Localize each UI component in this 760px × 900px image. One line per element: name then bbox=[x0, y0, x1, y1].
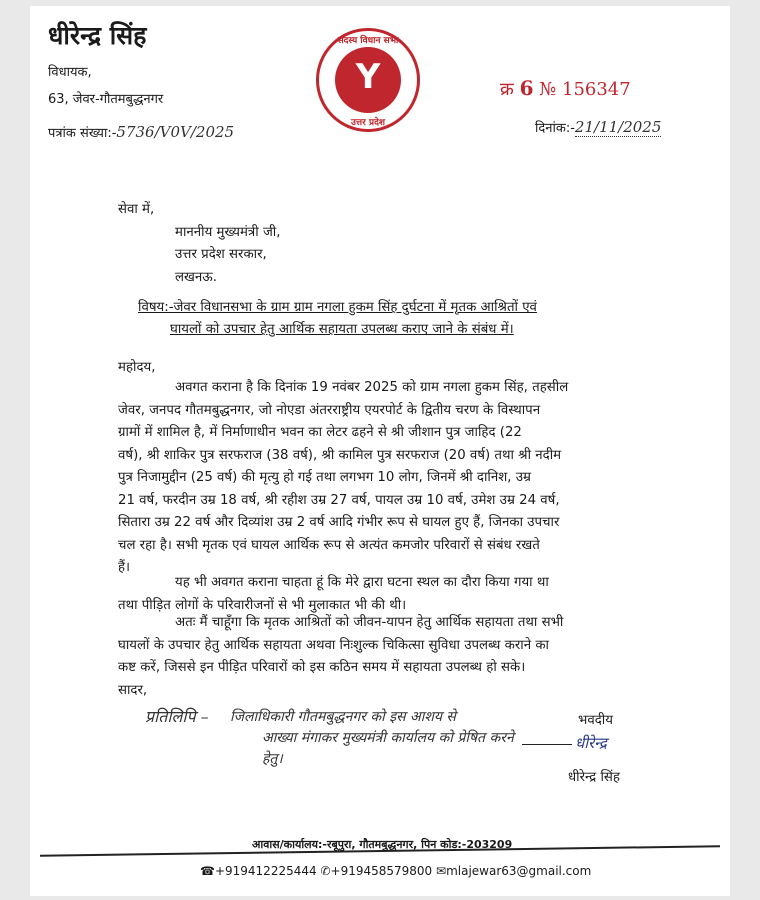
paragraph-line: घायलों के उपचार हेतु आर्थिक सहायता अथवा निःशुल्क चिकित्सा सुविधा उपलब्ध कराने का bbox=[118, 637, 549, 653]
recipient-line: लखनऊ. bbox=[175, 270, 217, 285]
serial-number bbox=[500, 76, 631, 101]
recipient-to: सेवा में, bbox=[118, 202, 155, 217]
paragraph-line: पुत्र निजामुद्दीन (25 वर्ष) की मृत्यु हो गई तथा लगभग 10 लोग, जिनमें श्री दानिश, उम्र bbox=[118, 470, 531, 485]
footer-contacts bbox=[200, 864, 591, 878]
signature: धीरेन्द्र bbox=[575, 734, 607, 752]
paragraph-line: जेवर, जनपद गौतमबुद्धनगर, जो नोएडा अंतरराष्ट्रीय एयरपोर्ट के द्वितीय चरण के विस्थापन bbox=[118, 402, 541, 418]
seal-top-text: सदस्य विधान सभा bbox=[337, 36, 399, 46]
paragraph-line: वर्ष), श्री शाकिर पुत्र सरफराज (38 वर्ष), श्री कामिल पुत्र सरफराज (20 वर्ष) तथा श्री नदीम bbox=[118, 447, 562, 463]
constituency: 63, जेवर-गौतमबुद्धनगर bbox=[48, 92, 164, 107]
copy-to-label: प्रतिलिपि – bbox=[145, 707, 209, 726]
footer-whatsapp: +919458579800 bbox=[330, 864, 433, 878]
serial-series: 6 bbox=[519, 76, 534, 100]
serial-prefix: क्र bbox=[500, 79, 514, 100]
paragraph-line: अवगत कराना है कि दिनांक 19 नवंबर 2025 को ग्राम नगला हुकम सिंह, तहसील bbox=[175, 380, 569, 395]
closing: सादर, bbox=[118, 683, 148, 698]
paragraph-line: हैं। bbox=[118, 560, 131, 575]
serial-value: 156347 bbox=[562, 79, 631, 100]
paragraph-line: यह भी अवगत कराना चाहता हूं कि मेरे द्वारा घटना स्थल का दौरा किया गया था bbox=[175, 575, 549, 590]
date-label: दिनांक:- bbox=[535, 121, 575, 136]
paragraph-line: ग्रामों में शामिल है, में निर्माणाधीन भवन का लेटर ढहने से श्री जीशान पुत्र जाहिद (22 bbox=[118, 425, 522, 440]
paragraph-line: तथा पीड़ित लोगों के परिवारीजनों से भी मुलाकात भी की थी। bbox=[118, 597, 407, 613]
recipient-line: उत्तर प्रदेश सरकार, bbox=[175, 247, 267, 262]
recipient-line: माननीय मुख्यमंत्री जी, bbox=[175, 225, 281, 240]
designation: विधायक, bbox=[48, 65, 92, 80]
subject-line: घायलों को उपचार हेतु आर्थिक सहायता उपलब्ध कराए जाने के संबंध में। bbox=[170, 322, 514, 337]
reference-number bbox=[48, 123, 234, 141]
whatsapp-icon: ✆ bbox=[320, 864, 331, 878]
footer-email: mlajewar63@gmail.com bbox=[446, 864, 592, 878]
footer-address: आवास/कार्यालय:-रबूपुरा, गौतमबुद्धनगर, पिन कोड:-203209 bbox=[252, 838, 513, 851]
paragraph-line: चल रहा है। सभी मृतक एवं घायल आर्थिक रूप से अत्यंत कमजोर परिवारों से संबंध रखते bbox=[118, 537, 540, 553]
reference-value: 5736/V0V/2025 bbox=[116, 123, 235, 141]
subject-line: विषय:-जेवर विधानसभा के ग्राम ग्राम नगला हुकम सिंह दुर्घटना में मृतक आश्रितों एवं bbox=[138, 300, 537, 315]
seal-emblem: Y bbox=[335, 47, 401, 113]
yours-faithfully: भवदीय bbox=[578, 713, 613, 728]
assembly-seal-logo bbox=[316, 28, 420, 132]
paragraph-line: 21 वर्ष, फरदीन उम्र 18 वर्ष, श्री रहीश उम्र 27 वर्ष, पायल उम्र 10 वर्ष, उमेश उम्र 24 वर्ष, bbox=[118, 492, 560, 508]
letterhead-name: धीरेन्द्र सिंह bbox=[48, 21, 147, 50]
copy-to-line: हेतु। bbox=[262, 751, 283, 767]
date bbox=[535, 118, 661, 136]
phone-icon: ☎ bbox=[200, 864, 215, 878]
paragraph-line: अतः मैं चाहूँगा कि मृतक आश्रितों को जीवन-यापन हेतु आर्थिक सहायता तथा सभी bbox=[175, 615, 564, 630]
paragraph-line: कष्ट करें, जिससे इन पीड़ित परिवारों को इस कठिन समय में सहायता उपलब्ध हो सके। bbox=[118, 660, 526, 675]
email-icon: ✉ bbox=[436, 864, 447, 878]
footer-phone: +919412225444 bbox=[214, 864, 317, 878]
serial-no-label: № bbox=[539, 79, 557, 100]
reference-label: पत्रांक संख्या:- bbox=[48, 126, 117, 141]
seal-bottom-text: उत्तर प्रदेश bbox=[351, 118, 385, 128]
copy-to-line: जिलाधिकारी गौतमबुद्धनगर को इस आशय से bbox=[230, 709, 456, 725]
paragraph-line: सितारा उम्र 22 वर्ष और दिव्यांश उम्र 2 वर्ष आदि गंभीर रूप से घायल हुए हैं, जिनका उपचार bbox=[118, 515, 560, 530]
date-value: 21/11/2025 bbox=[574, 118, 662, 136]
copy-to-line: आख्या मंगाकर मुख्यमंत्री कार्यालय को प्रेषित करने bbox=[262, 730, 514, 746]
salutation: महोदय, bbox=[118, 360, 156, 375]
signature-line bbox=[522, 744, 572, 745]
signatory-name: धीरेन्द्र सिंह bbox=[568, 770, 620, 785]
